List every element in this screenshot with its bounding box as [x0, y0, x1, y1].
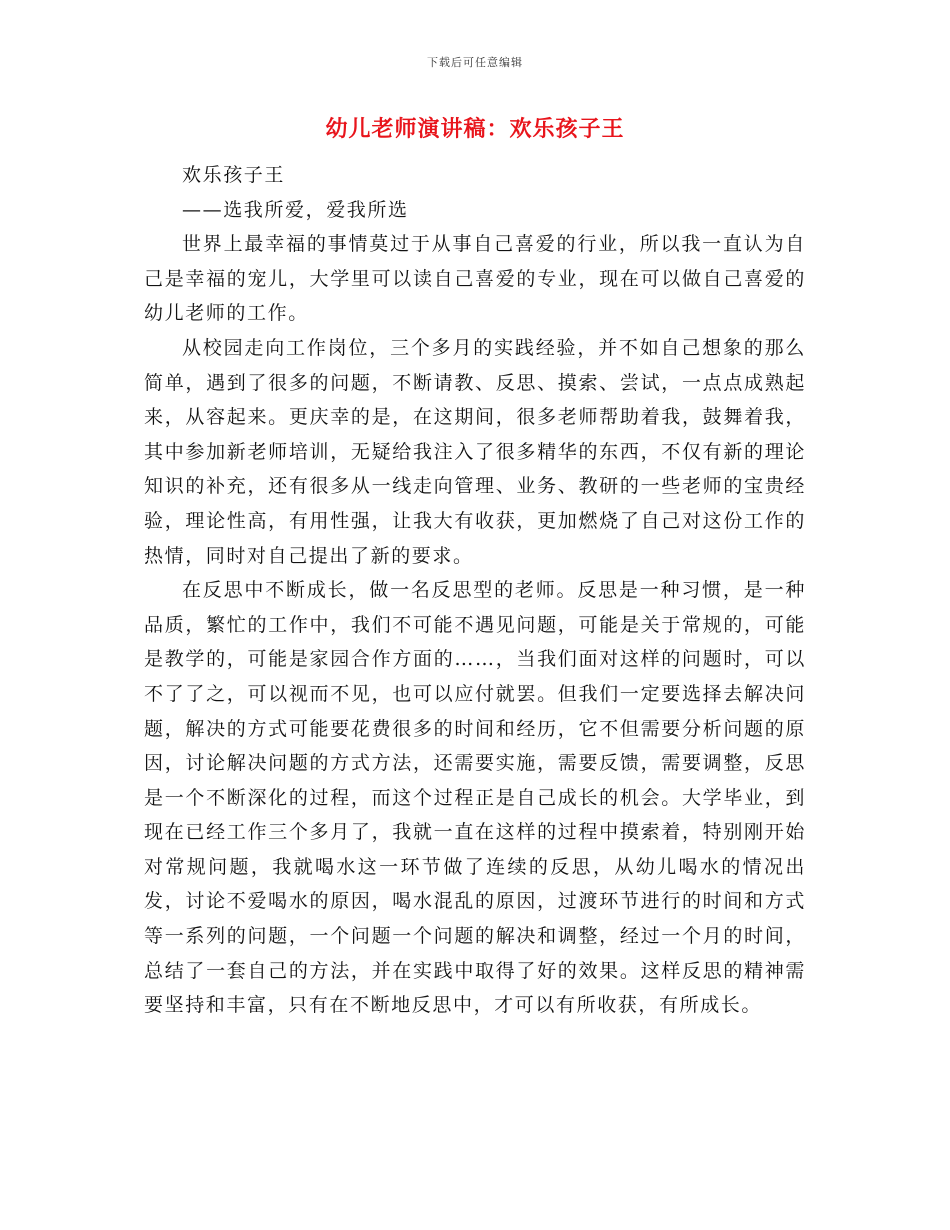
body-paragraph: 在反思中不断成长，做一名反思型的老师。反思是一种习惯，是一种品质，繁忙的工作中，我们不可能不遇见问题，可能是关于常规的，可能是教学的，可能是家园合作方面的……，当我们面对这样的问题时，可以不了了之，可以视而不见，也可以应付就罢。但我们一定要选择去解决问题，解决的方式可能要花费很多的时间和经历，它不但需要分析问题的原因，讨论解决问题的方式方法，还需要实施，需要反馈，需要调整，反思是一个不断深化的过程，而这个过程正是自己成长的机会。大学毕业，到现在已经工作三个多月了，我就一直在这样的过程中摸索着，特别刚开始对常规问题，我就喝水这一环节做了连续的反思，从幼儿喝水的情况出发，讨论不爱喝水的原因，喝水混乱的原因，过渡环节进行的时间和方式等一系列的问题，一个问题一个问题的解决和调整，经过一个月的时间，总结了一套自己的方法，并在实践中取得了好的效果。这样反思的精神需要坚持和丰富，只有在不断地反思中，才可以有所收获，有所成长。 [144, 579, 806, 1017]
page-header: 下载后可任意编辑 [427, 56, 523, 69]
subtitle-paragraph: 欢乐孩子王 [182, 164, 286, 186]
body-paragraph: 从校园走向工作岗位，三个多月的实践经验，并不如自己想象的那么简单，遇到了很多的问题，不断请教、反思、摸索、尝试，一点点成熟起来，从容起来。更庆幸的是，在这期间，很多老师帮助着我，鼓舞着我，其中参加新老师培训，无疑给我注入了很多精华的东西，不仅有新的理论知识的补充，还有很多从一线走向管理、业务、教研的一些老师的宝贵经验，理论性高，有用性强，让我大有收获，更加燃烧了自己对这份工作的热情，同时对自己提出了新的要求。 [144, 336, 806, 567]
document-body [144, 158, 806, 1023]
motto-paragraph: ——选我所爱，爱我所选 [182, 198, 409, 221]
body-paragraph: 世界上最幸福的事情莫过于从事自己喜爱的行业，所以我一直认为自己是幸福的宠儿，大学里可以读自己喜爱的专业，现在可以做自己喜爱的幼儿老师的工作。 [144, 233, 806, 325]
document-title: 幼儿老师演讲稿：欢乐孩子王 [325, 116, 625, 142]
